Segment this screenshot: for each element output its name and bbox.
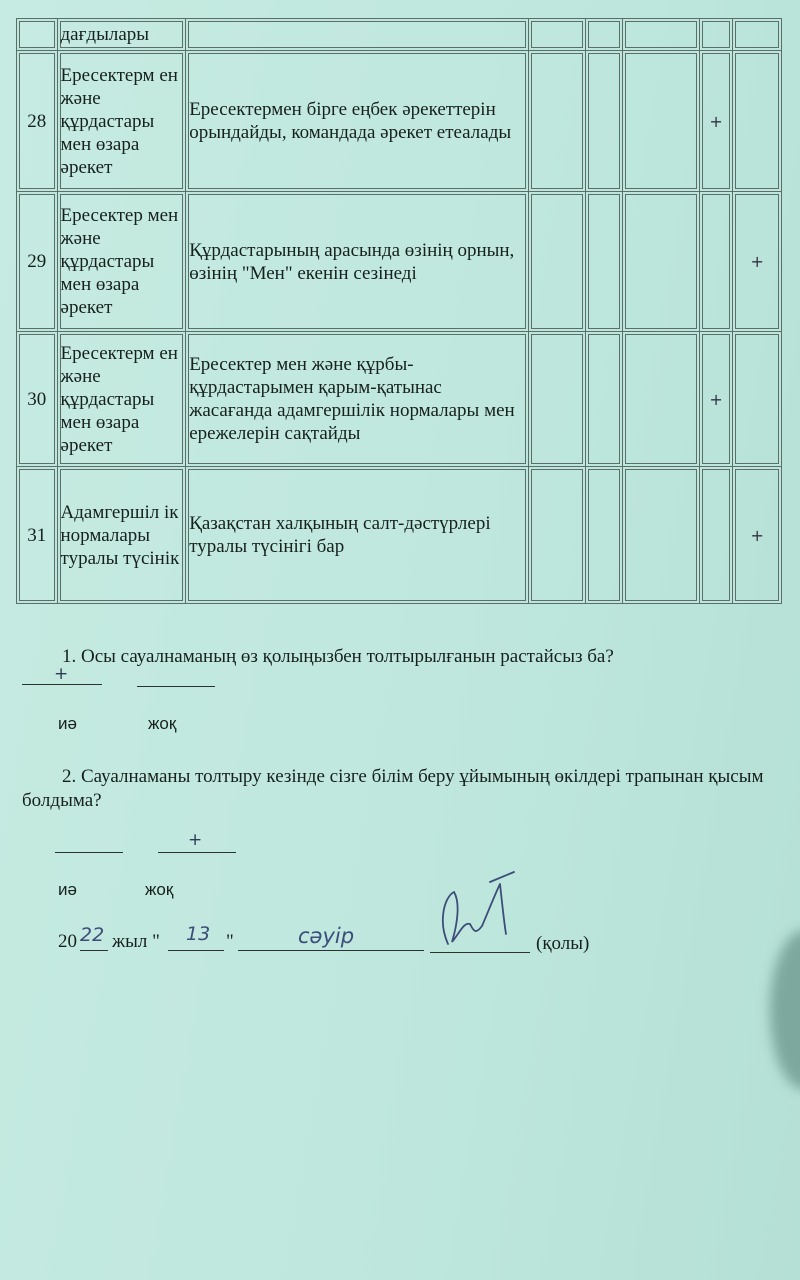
table-row [17, 467, 782, 604]
quote-close: " [226, 931, 234, 952]
row-area: Ересектерм ен және құрдастары мен өзара әрекет [57, 51, 186, 192]
question-1-no-line [137, 686, 215, 687]
table-row [17, 332, 782, 467]
year-prefix: 20 [58, 931, 77, 952]
month-handwritten: сәуір [298, 924, 355, 948]
question-1-no-label: жоқ [148, 714, 177, 733]
row-number: 29 [17, 192, 58, 332]
question-1-yes-label: иә [58, 714, 77, 733]
table-row [17, 192, 782, 332]
day-handwritten: 13 [186, 923, 211, 945]
row-area: Ересектер мен және құрдастары мен өзара әрекет [57, 192, 186, 332]
row-mark: + [733, 192, 782, 332]
finger-shadow [770, 930, 800, 1090]
row-area: Ересектерм ен және құрдастары мен өзара әрекет [57, 332, 186, 467]
question-2-yes-label: иә [58, 880, 77, 899]
table-row [17, 51, 782, 192]
month-line [238, 950, 424, 951]
question-1-text: 1. Осы сауалнаманың өз қолыңызбен толтырылғанын растайсыз ба? [62, 646, 614, 667]
survey-table [16, 18, 782, 604]
question-2-yes-line [55, 852, 123, 853]
row-area: Адамгершіл ік нормалары туралы түсінік [57, 467, 186, 604]
header-fragment: дағдылары [57, 19, 186, 51]
signature-label: (қолы) [536, 933, 590, 954]
row-number: 30 [17, 332, 58, 467]
question-2-text: 2. Сауалнаманы толтыру кезінде сізге білім беру ұйымының өкілдері трапынан қысым болдыма? [22, 766, 764, 811]
row-criterion: Қазақстан халқының салт-дәстүрлері туралы түсінігі бар [186, 467, 528, 604]
row-criterion: Құрдастарының арасында өзінің орнын, өзінің "Мен" екенін сезінеді [186, 192, 528, 332]
row-mark: + [733, 467, 782, 604]
row-mark: + [699, 51, 732, 192]
row-number: 28 [17, 51, 58, 192]
year-handwritten: 22 [80, 924, 105, 946]
table-row-header [17, 19, 782, 51]
question-2-no-mark: + [188, 830, 203, 850]
question-1-yes-line [22, 684, 102, 685]
row-mark: + [699, 332, 732, 467]
year-word: жыл " [112, 931, 160, 952]
signature-line [430, 952, 530, 953]
signature-image [430, 862, 530, 957]
question-1-yes-mark: + [54, 664, 69, 684]
row-number: 31 [17, 467, 58, 604]
row-criterion: Ересектер мен және құрбы-құрдастарымен қарым-қатынас жасағанда адамгершілік нормалары мен ережелерін сақтайды [186, 332, 528, 467]
question-2-no-line [158, 852, 236, 853]
row-criterion: Ересектермен бірге еңбек әрекеттерін орындайды, командада әрекет етеалады [186, 51, 528, 192]
question-2-no-label: жоқ [145, 880, 174, 899]
